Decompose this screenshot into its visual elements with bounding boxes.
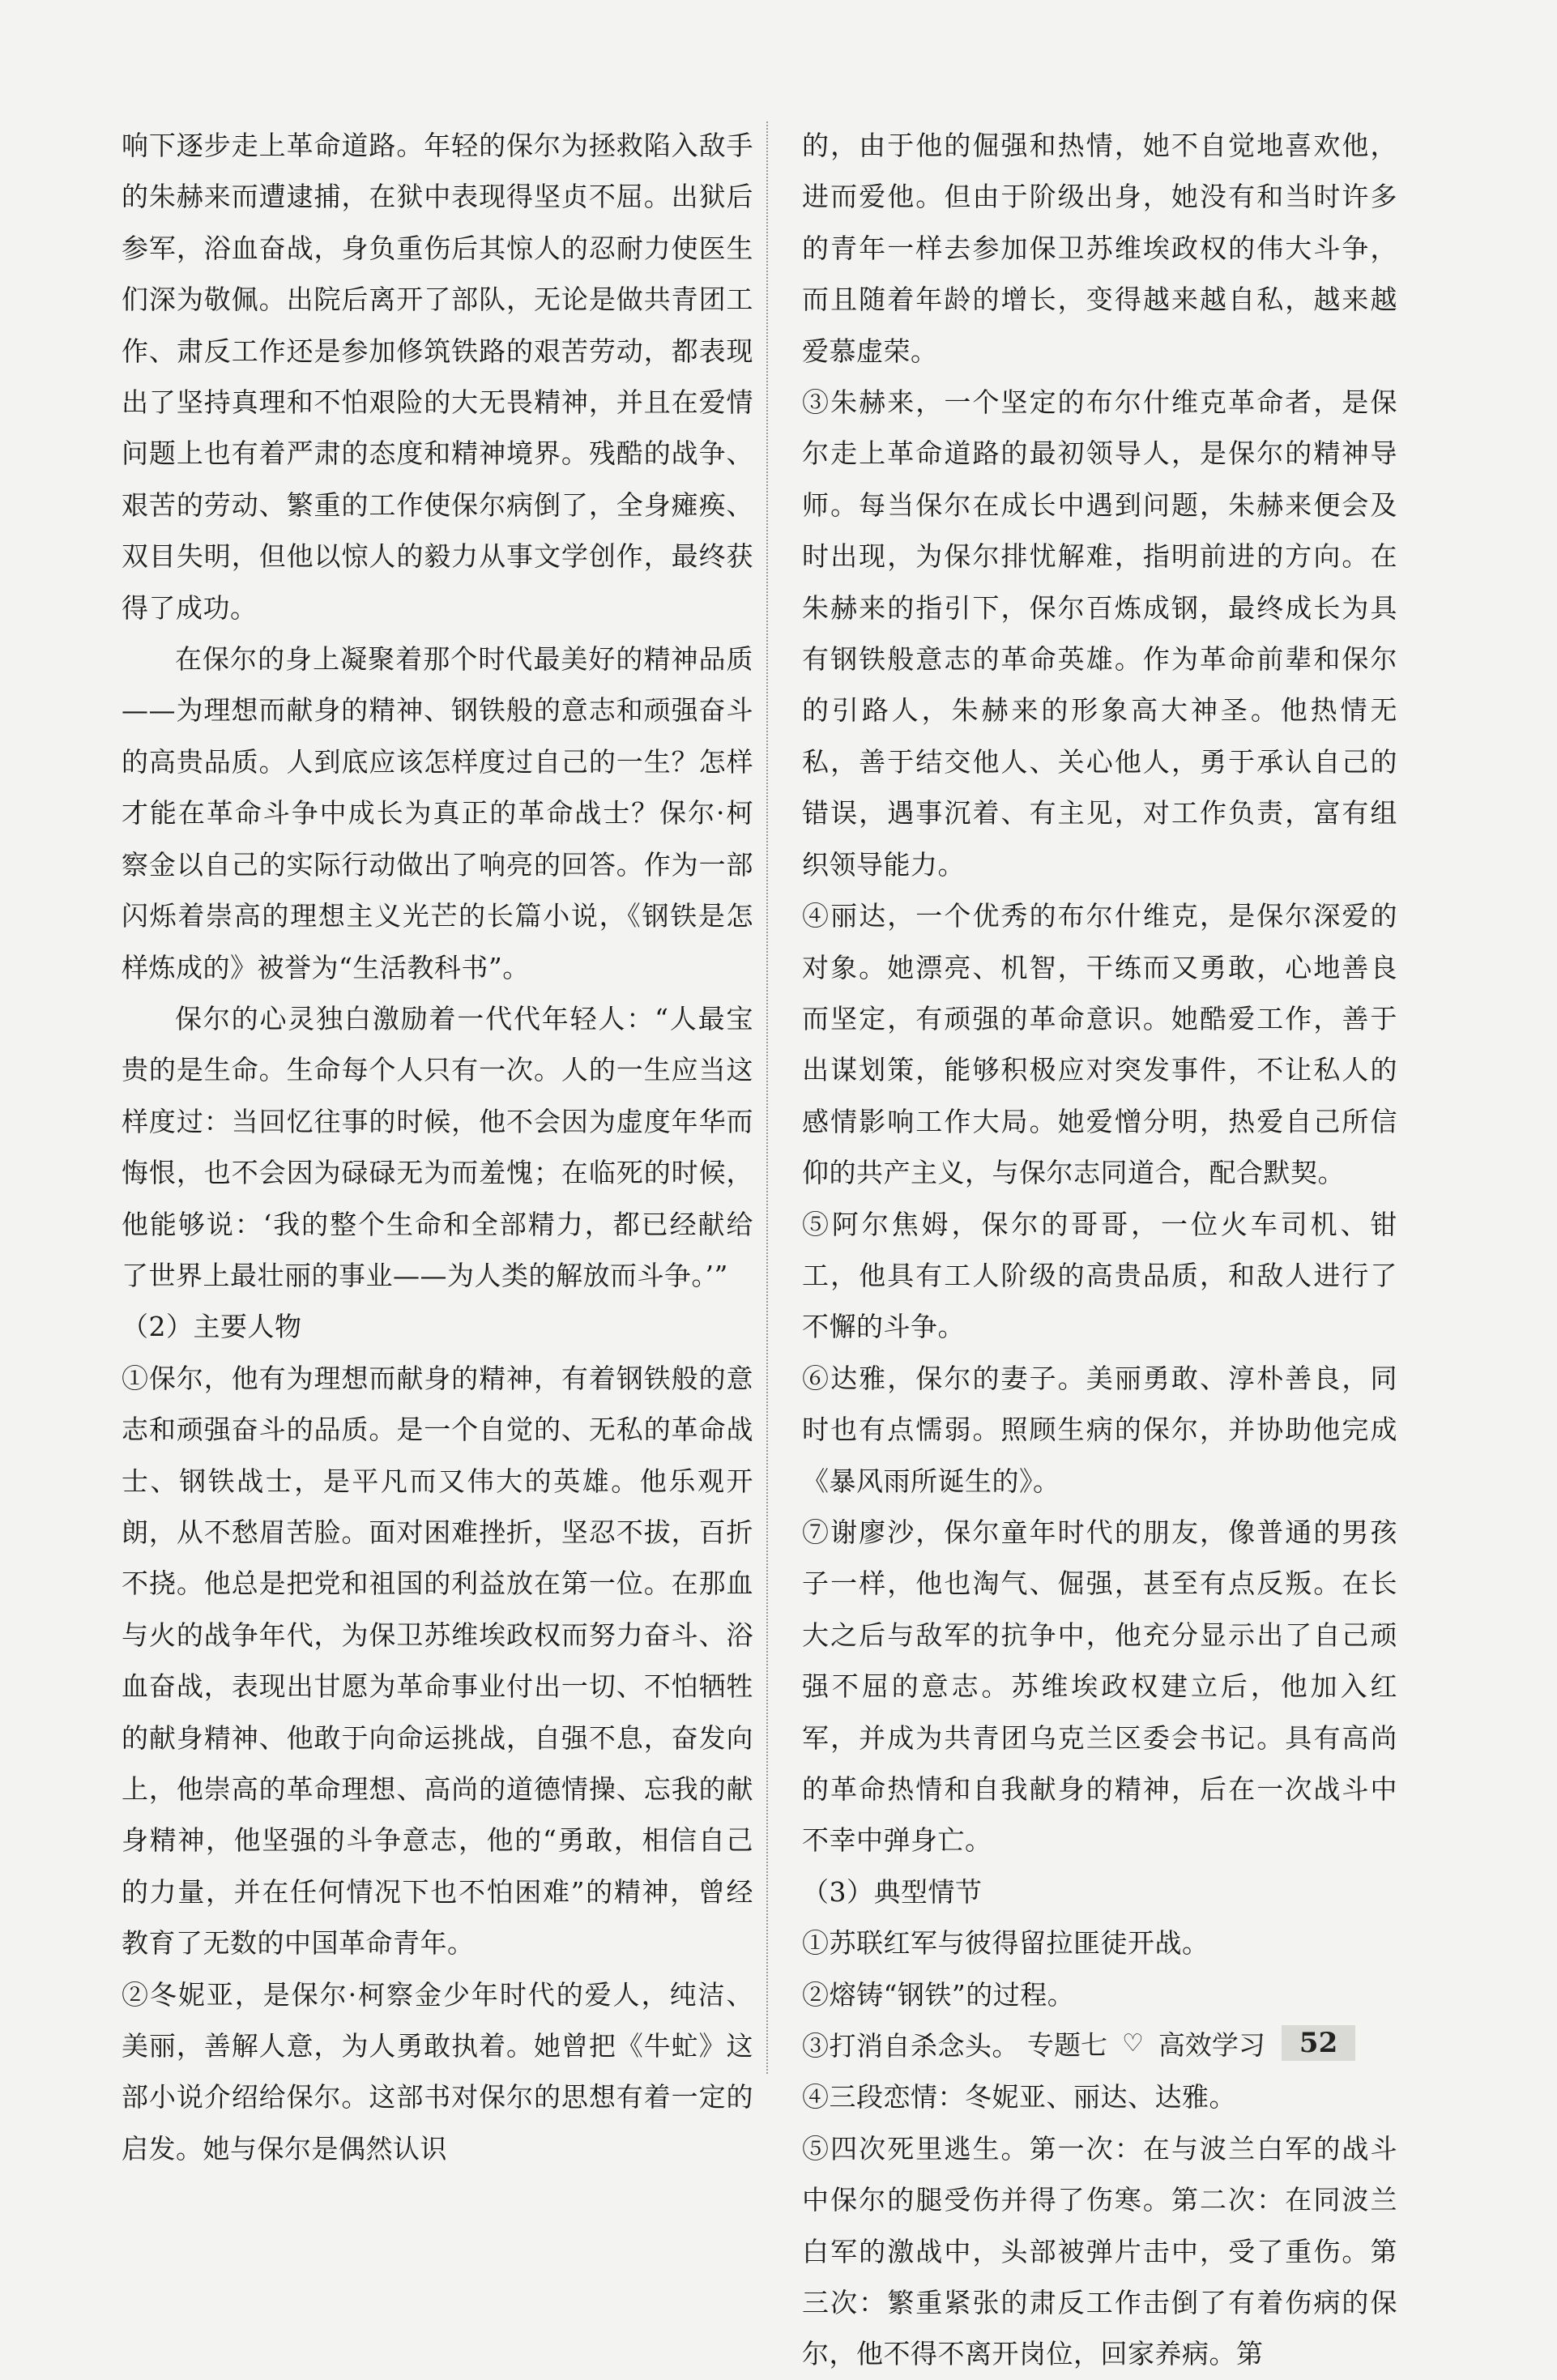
paragraph: ①保尔，他有为理想而献身的精神，有着钢铁般的意志和顽强奋斗的品质。是一个自觉的、无私的革命战士、钢铁战士，是平凡而又伟大的英雄。他乐观开朗，从不愁眉苦脸。面对困难挫折，坚忍不拔，百折不挠。他总是把党和祖国的利益放在第一位。在那血与火的战争年代，为保卫苏维埃政权而努力奋斗、浴血奋战，表现出甘愿为革命事业付出一切、不怕牺牲的献身精神、他敢于向命运挑战，自强不息，奋发向上，他崇高的革命理想、高尚的道德情操、忘我的献身精神，他坚强的斗争意志，他的“勇敢，相信自己的力量，并在任何情况下也不怕困难”的精神，曾经教育了无数的中国革命青年。 [122, 1362, 753, 1960]
page-number: 52 [1282, 2025, 1355, 2061]
paragraph: ②冬妮亚，是保尔·柯察金少年时代的爱人，纯洁、美丽，善解人意，为人勇敢执着。她曾把《牛虻》这部小说介绍给保尔。这部书对保尔的思想有着一定的启发。她与保尔是偶然认识 [122, 1978, 753, 2165]
heart-icon: ♡ [1122, 2028, 1144, 2058]
paragraph: ⑤阿尔焦姆，保尔的哥哥，一位火车司机、钳工，他具有工人阶级的高贵品质，和敌人进行了不懈的斗争。 [802, 1208, 1397, 1343]
paragraph: ⑤四次死里逃生。第一次：在与波兰白军的战斗中保尔的腿受伤并得了伤寒。第二次：在同波兰白军的激战中，头部被弹片击中，受了重伤。第三次：繁重紧张的肃反工作击倒了有着伤病的保尔，他不得不离开岗位，回家养病。第 [802, 2132, 1397, 2370]
section-heading: （3）典型情节 [802, 1875, 983, 1908]
paragraph: ③朱赫来，一个坚定的布尔什维克革命者，是保尔走上革命道路的最初领导人，是保尔的精神导师。每当保尔在成长中遇到问题，朱赫来便会及时出现，为保尔排忧解难，指明前进的方向。在朱赫来的指引下，保尔百炼成钢，最终成长为具有钢铁般意志的革命英雄。作为革命前辈和保尔的引路人，朱赫来的形象高大神圣。他热情无私，善于结交他人、关心他人，勇于承认自己的错误，遇事沉着、有主见，对工作负责，富有组织领导能力。 [802, 386, 1397, 881]
list-item: ④三段恋情：冬妮亚、丽达、达雅。 [802, 2081, 1236, 2113]
paragraph: ⑥达雅，保尔的妻子。美丽勇敢、淳朴善良，同时也有点懦弱。照顾生病的保尔，并协助他完成《暴风雨所诞生的》。 [802, 1362, 1397, 1497]
section-heading: （2）主要人物 [122, 1311, 302, 1343]
paragraph: 在保尔的身上凝聚着那个时代最美好的精神品质——为理想而献身的精神、钢铁般的意志和顽强奋斗的高贵品质。人到底应该怎样度过自己的一生？怎样才能在革命斗争中成长为真正的革命战士？保尔·柯察金以自己的实际行动做出了响亮的回答。作为一部闪烁着崇高的理想主义光芒的长篇小说，《钢铁是怎样炼成的》被誉为“生活教科书”。 [122, 643, 753, 983]
column-divider [766, 122, 768, 2074]
list-item: ①苏联红军与彼得留拉匪徒开战。 [802, 1927, 1209, 1960]
paragraph: ④丽达，一个优秀的布尔什维克，是保尔深爱的对象。她漂亮、机智，干练而又勇敢，心地善良而坚定，有顽强的革命意识。她酷爱工作，善于出谋划策，能够积极应对突发事件，不让私人的感情影响工作大局。她爱憎分明，热爱自己所信仰的共产主义，与保尔志同道合，配合默契。 [802, 900, 1397, 1189]
list-item: ③打消自杀念头。 [802, 2030, 1019, 2062]
paragraph: 保尔的心灵独白激励着一代代年轻人：“人最宝贵的是生命。生命每个人只有一次。人的一生应当这样度过：当回忆往事的时候，他不会因为虚度年华而悔恨，也不会因为碌碌无为而羞愧；在临死的时候，他能够说：‘我的整个生命和全部精力，都已经献给了世界上最壮丽的事业——为人类的解放而斗争。’” [122, 1002, 753, 1291]
left-column [122, 120, 753, 2174]
paragraph: ⑦谢廖沙，保尔童年时代的朋友，像普通的男孩子一样，他也淘气、倔强，甚至有点反叛。在长大之后与敌军的抗争中，他充分显示出了自己顽强不屈的意志。苏维埃政权建立后，他加入红军，并成为共青团乌克兰区委会书记。具有高尚的革命热情和自我献身的精神，后在一次战斗中不幸中弹身亡。 [802, 1516, 1397, 1857]
paragraph: 的，由于他的倔强和热情，她不自觉地喜欢他，进而爱他。但由于阶级出身，她没有和当时许多的青年一样去参加保卫苏维埃政权的伟大斗争，而且随着年龄的增长，变得越来越自私，越来越爱慕虚荣。 [802, 130, 1397, 367]
paragraph: 响下逐步走上革命道路。年轻的保尔为拯救陷入敌手的朱赫来而遭逮捕，在狱中表现得坚贞不屈。出狱后参军，浴血奋战，身负重伤后其惊人的忍耐力使医生们深为敬佩。出院后离开了部队，无论是做共青团工作、肃反工作还是参加修筑铁路的艰苦劳动，都表现出了坚持真理和不怕艰险的大无畏精神，并且在爱情问题上也有着严肃的态度和精神境界。残酷的战争、艰苦的劳动、繁重的工作使保尔病倒了，全身瘫痪、双目失明，但他以惊人的毅力从事文学创作，最终获得了成功。 [122, 130, 753, 624]
footer-subject: 高效学习 [1158, 2028, 1265, 2061]
list-item: ②熔铸“钢铁”的过程。 [802, 1978, 1075, 2011]
footer-section: 专题七 [1027, 2028, 1107, 2061]
page-footer [1027, 2019, 1355, 2067]
